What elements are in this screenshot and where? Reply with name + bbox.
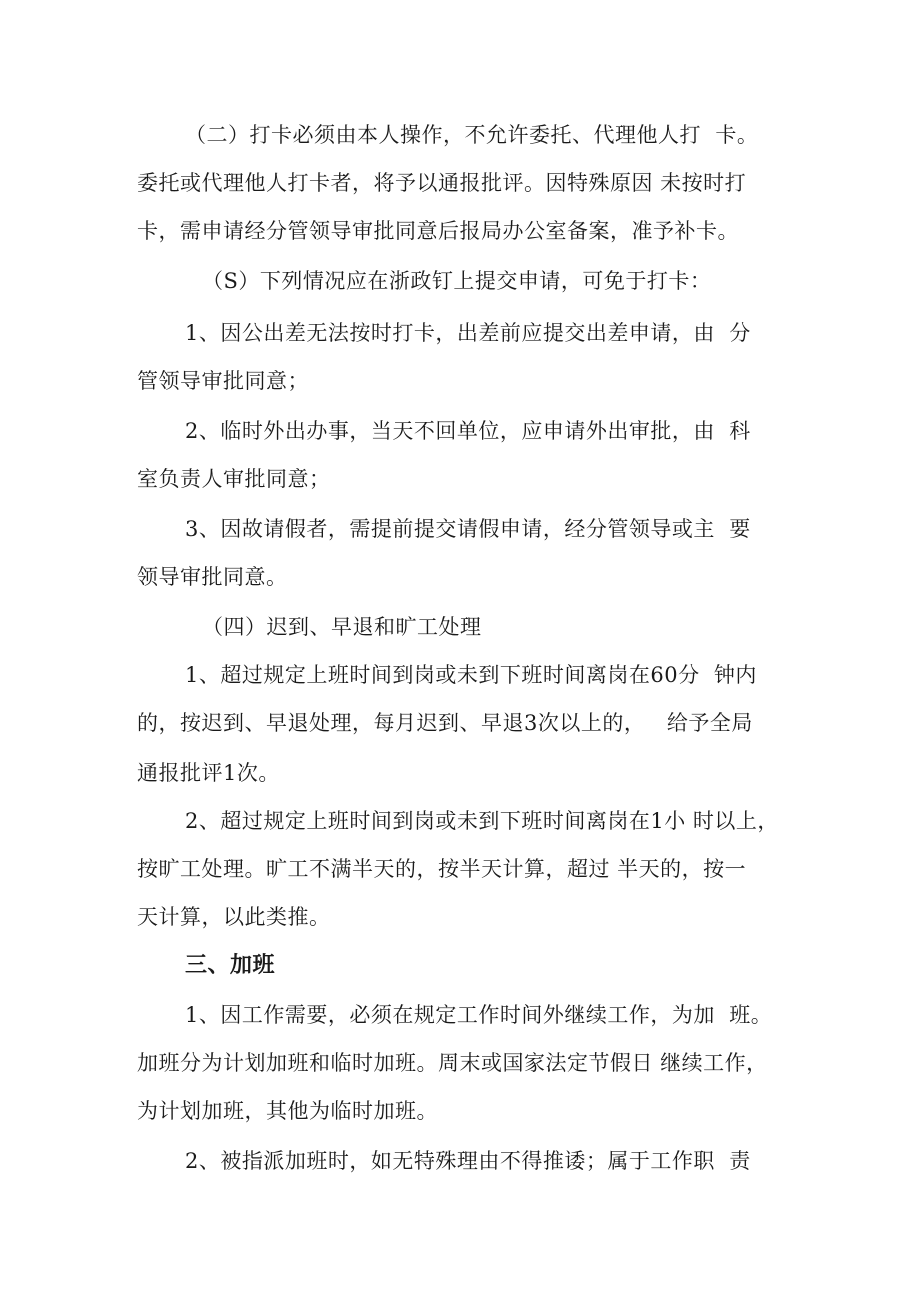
- list-item-line: 2、被指派加班时，如无特殊理由不得推诿；属于工作职 责: [185, 1149, 751, 1173]
- list-item-line: 2、临时外出办事，当天不回单位，应申请外出审批，由 科: [185, 419, 751, 443]
- paragraph-line: 委托或代理他人打卡者，将予以通报批评。因特殊原因 未按时打: [137, 171, 747, 195]
- paragraph-line: 卡，需申请经分管领导审批同意后报局办公室备案，准予补卡。: [137, 219, 739, 243]
- chapter-heading: 三、加班: [185, 953, 276, 978]
- list-item-line: 2、超过规定上班时间到岗或未到下班时间离岗在1小 时以上，: [185, 809, 779, 833]
- list-item-line: 通报批评1次。: [137, 761, 280, 785]
- list-item-line: 1、因工作需要，必须在规定工作时间外继续工作，为加 班。: [185, 1003, 773, 1027]
- list-item-line: 3、因故请假者，需提前提交请假申请，经分管领导或主 要: [185, 517, 751, 541]
- section-heading: （四）迟到、早退和旷工处理: [202, 615, 482, 639]
- list-item-line: 管领导审批同意；: [137, 369, 309, 393]
- list-item-line: 天计算，以此类推。: [137, 905, 331, 929]
- section-heading: （S）下列情况应在浙政钉上提交申请，可免于打卡：: [202, 269, 712, 293]
- list-item-line: 加班分为计划加班和临时加班。周末或国家法定节假日 继续工作，: [137, 1051, 768, 1075]
- list-item-line: 按旷工处理。旷工不满半天的，按半天计算，超过 半天的，按一: [137, 857, 747, 881]
- list-item-line: 室负责人审批同意；: [137, 467, 331, 491]
- list-item-line: 1、因公出差无法按时打卡，出差前应提交出差申请，由 分: [185, 321, 751, 345]
- list-item-line: 为计划加班，其他为临时加班。: [137, 1099, 438, 1123]
- list-item-line: 1、超过规定上班时间到岗或未到下班时间离岗在60分 钟内: [185, 663, 757, 687]
- list-item-line: 的，按迟到、早退处理，每月迟到、早退3次以上的， 给予全局: [137, 711, 753, 735]
- paragraph-line: （二）打卡必须由本人操作，不允许委托、代理他人打 卡。: [185, 123, 759, 147]
- list-item-line: 领导审批同意。: [137, 565, 288, 589]
